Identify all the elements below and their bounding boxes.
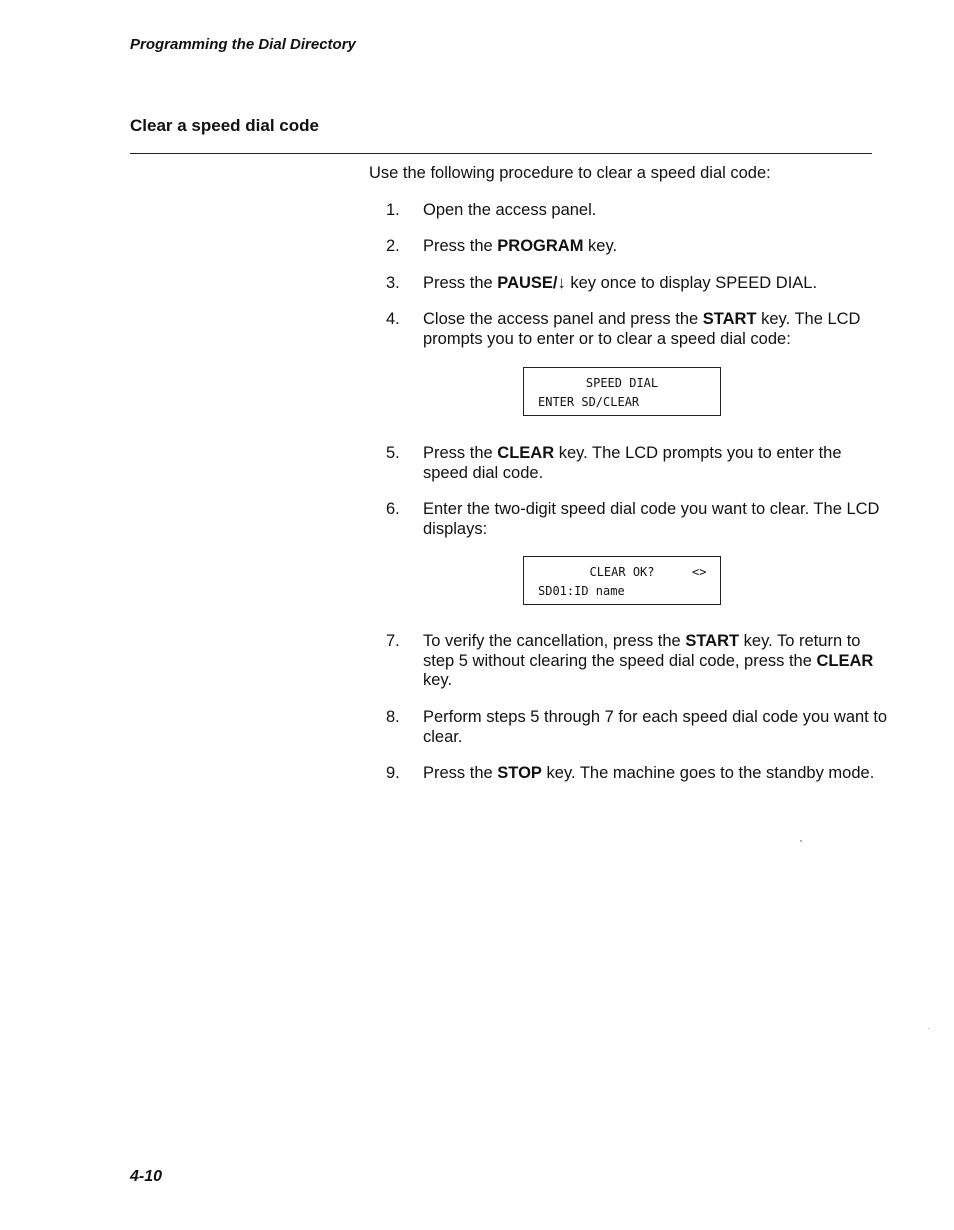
section-title: Clear a speed dial code [130, 116, 319, 135]
key-name: START [702, 310, 757, 328]
key-name: STOP [497, 764, 542, 782]
step-text-run: key once to display SPEED DIAL. [565, 274, 818, 292]
step-text-run: key. [423, 671, 453, 689]
lcd-display-clear-ok [523, 556, 721, 605]
lcd-arrows: <> [692, 565, 707, 579]
step-text-run: Press the [423, 764, 498, 782]
step-text [423, 708, 888, 747]
key-name: CLEAR [816, 651, 874, 670]
step-number: 9. [386, 764, 400, 782]
step-text [423, 310, 888, 349]
key-name: START [685, 632, 740, 650]
step-number: 3. [386, 274, 400, 292]
step-text-run: Close the access panel and press the [423, 310, 703, 328]
step-text-run: To verify the cancellation, press the [423, 632, 686, 650]
step-text [423, 237, 888, 257]
step-number: 4. [386, 310, 400, 328]
lcd-line-1: SPEED DIAL [585, 376, 659, 390]
step-text-run: Open the access panel. [423, 201, 597, 219]
page-number: 4-10 [130, 1168, 163, 1185]
lcd-line-1: CLEAR OK? [589, 565, 655, 579]
step-number: 7. [386, 632, 400, 650]
step-text [423, 201, 888, 221]
step-text-run: key. To return to step 5 without clearing the speed dial code, press the [423, 632, 861, 670]
step-number: 6. [386, 500, 400, 518]
step-text-run: Enter the two-digit speed dial code you want to clear. The LCD displays: [423, 500, 880, 538]
procedure-intro: Use the following procedure to clear a speed dial code: [369, 164, 771, 182]
section-divider [130, 153, 872, 154]
step-text-run: Press the [423, 237, 498, 255]
key-name: PROGRAM [497, 237, 584, 255]
step-text-run: key. The machine goes to the standby mode. [541, 764, 875, 782]
step-text-run: Press the [423, 444, 498, 462]
key-name: PAUSE/↓ [497, 274, 566, 292]
step-text [423, 632, 888, 691]
key-name: CLEAR [497, 444, 555, 462]
running-header: Programming the Dial Directory [130, 36, 356, 53]
lcd-display-speed-dial [523, 367, 721, 416]
step-text-run: key. [583, 237, 618, 255]
lcd-line-2: ENTER SD/CLEAR [538, 395, 640, 409]
step-text [423, 764, 888, 784]
scan-speck [928, 1028, 929, 1029]
step-number: 5. [386, 444, 400, 462]
step-text-run: key. The LCD prompts you to enter or to clear a speed dial code: [423, 310, 861, 348]
step-text [423, 444, 888, 483]
step-text [423, 274, 888, 294]
step-text [423, 500, 888, 539]
step-number: 8. [386, 708, 400, 726]
step-number: 2. [386, 237, 400, 255]
step-number: 1. [386, 201, 400, 219]
scan-speck [800, 840, 802, 842]
step-text-run: key. The LCD prompts you to enter the speed dial code. [423, 444, 842, 482]
step-text-run: Press the [423, 274, 498, 292]
lcd-line-2: SD01:ID name [538, 584, 625, 598]
step-text-run: Perform steps 5 through 7 for each speed dial code you want to clear. [423, 708, 888, 746]
